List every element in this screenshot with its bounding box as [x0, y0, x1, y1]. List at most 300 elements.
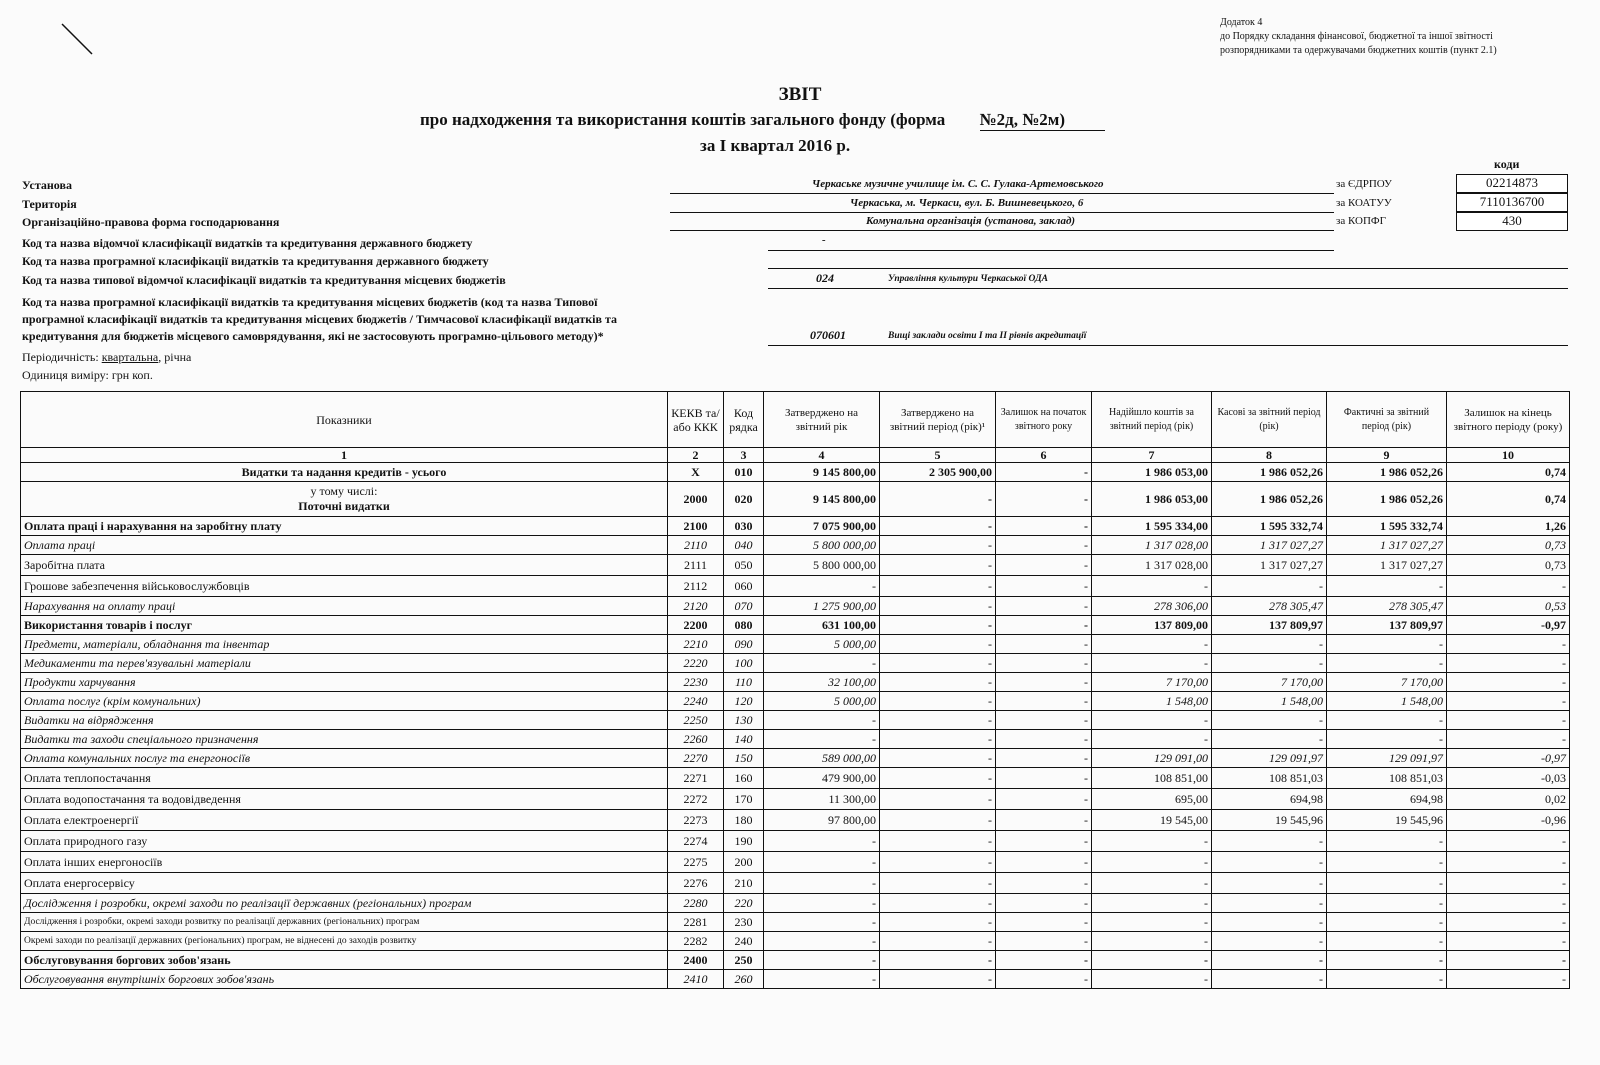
col-number: 5 — [880, 448, 996, 463]
cell-code: 110 — [724, 673, 764, 692]
periodicity-label: Періодичність: — [22, 350, 99, 364]
cell-c4: 11 300,00 — [764, 789, 880, 810]
report-subtitle — [420, 110, 1105, 131]
table-row — [21, 894, 1570, 913]
cell-c7: 129 091,00 — [1092, 749, 1212, 768]
cell-c9: 278 305,47 — [1327, 597, 1447, 616]
col-number: 9 — [1327, 448, 1447, 463]
cell-c5: - — [880, 749, 996, 768]
cell-c5: - — [880, 635, 996, 654]
territory-label: Територія — [22, 197, 77, 211]
cell-c5: - — [880, 852, 996, 873]
cell-c6: - — [996, 789, 1092, 810]
cell-c5: - — [880, 831, 996, 852]
cell-kekv: 2272 — [668, 789, 724, 810]
table-row — [21, 654, 1570, 673]
cell-code: 080 — [724, 616, 764, 635]
cell-c7: - — [1092, 894, 1212, 913]
cell-c5: - — [880, 555, 996, 576]
cell-c8: 694,98 — [1212, 789, 1327, 810]
col-header-received: Надійшло коштів за звітний період (рік) — [1092, 392, 1212, 448]
cell-c8: 7 170,00 — [1212, 673, 1327, 692]
report-table — [20, 391, 1570, 989]
cell-c7: 7 170,00 — [1092, 673, 1212, 692]
koatuu-label: за КОАТУУ — [1336, 197, 1392, 209]
cell-c5: 2 305 900,00 — [880, 463, 996, 482]
cell-c6: - — [996, 970, 1092, 989]
cell-c5: - — [880, 616, 996, 635]
unit-of-measure: Одиниця виміру: грн коп. — [22, 368, 153, 382]
cell-c8: 1 317 027,27 — [1212, 536, 1327, 555]
cell-code: 220 — [724, 894, 764, 913]
local-program-underline — [768, 345, 1568, 346]
cell-c10: - — [1447, 831, 1570, 852]
row-indicator-name: Обслуговування внутрішніх боргових зобов'язань — [21, 970, 668, 989]
cell-c10: - — [1447, 692, 1570, 711]
pen-mark — [58, 20, 98, 60]
cell-code: 130 — [724, 711, 764, 730]
cell-c4: - — [764, 951, 880, 970]
cell-c4: - — [764, 873, 880, 894]
row-indicator-name: Предмети, матеріали, обладнання та інвентар — [21, 635, 668, 654]
cell-c6: - — [996, 673, 1092, 692]
cell-c10: 0,02 — [1447, 789, 1570, 810]
cell-c8: 108 851,03 — [1212, 768, 1327, 789]
cell-c4: - — [764, 913, 880, 932]
cell-c8: - — [1212, 951, 1327, 970]
periodicity-other: , річна — [158, 350, 192, 364]
cell-c7: 695,00 — [1092, 789, 1212, 810]
cell-c7: 1 986 053,00 — [1092, 482, 1212, 517]
row-indicator-name: Продукти харчування — [21, 673, 668, 692]
table-body — [21, 463, 1570, 989]
appendix-line-1: Додаток 4 — [1220, 17, 1263, 28]
cell-c6: - — [996, 711, 1092, 730]
cell-code: 030 — [724, 517, 764, 536]
cell-c7: - — [1092, 576, 1212, 597]
cell-code: 040 — [724, 536, 764, 555]
institution-underline — [670, 193, 1334, 194]
row-indicator-name: Використання товарів і послуг — [21, 616, 668, 635]
cell-c10: - — [1447, 913, 1570, 932]
cell-c6: - — [996, 810, 1092, 831]
cell-c10: 0,53 — [1447, 597, 1570, 616]
cell-kekv: 2281 — [668, 913, 724, 932]
cell-c7: - — [1092, 711, 1212, 730]
table-row — [21, 482, 1570, 517]
cell-c4: - — [764, 852, 880, 873]
table-row — [21, 635, 1570, 654]
table-row — [21, 555, 1570, 576]
row-indicator-name: Обслуговування боргових зобов'язань — [21, 951, 668, 970]
cell-c10: - — [1447, 635, 1570, 654]
cell-code: 210 — [724, 873, 764, 894]
typical-class-underline — [768, 288, 1568, 289]
col-header-balance-end: Залишок на кінець звітного періоду (року) — [1447, 392, 1570, 448]
territory-value: Черкаська, м. Черкаси, вул. Б. Вишневецького, 6 — [850, 197, 1084, 209]
cell-code: 100 — [724, 654, 764, 673]
cell-c7: - — [1092, 951, 1212, 970]
cell-kekv: 2274 — [668, 831, 724, 852]
cell-c7: 1 548,00 — [1092, 692, 1212, 711]
table-row — [21, 873, 1570, 894]
appendix-line-3: розпорядниками та одержувачами бюджетних коштів (пункт 2.1) — [1220, 45, 1497, 56]
cell-kekv: 2282 — [668, 932, 724, 951]
cell-code: 020 — [724, 482, 764, 517]
cell-c8: - — [1212, 852, 1327, 873]
cell-code: 070 — [724, 597, 764, 616]
cell-c9: - — [1327, 894, 1447, 913]
cell-c5: - — [880, 970, 996, 989]
cell-c9: 694,98 — [1327, 789, 1447, 810]
cell-c5: - — [880, 913, 996, 932]
row-indicator-name: Оплата енергосервісу — [21, 873, 668, 894]
row-indicator-name: Оплата водопостачання та водовідведення — [21, 789, 668, 810]
row-indicator-name: Дослідження і розробки, окремі заходи розвитку по реалізації державних (регіональних) програм — [21, 913, 668, 932]
cell-c10: 0,74 — [1447, 482, 1570, 517]
cell-c9: 1 317 027,27 — [1327, 555, 1447, 576]
cell-kekv: 2276 — [668, 873, 724, 894]
cell-c8: - — [1212, 913, 1327, 932]
cell-c6: - — [996, 749, 1092, 768]
cell-kekv: 2111 — [668, 555, 724, 576]
cell-kekv: 2200 — [668, 616, 724, 635]
dept-class-label: Код та назва відомчої класифікації видатків та кредитування державного бюджету — [22, 236, 473, 250]
cell-c9: - — [1327, 831, 1447, 852]
typical-class-code: 024 — [816, 271, 834, 285]
col-number: 2 — [668, 448, 724, 463]
cell-c9: - — [1327, 932, 1447, 951]
cell-c5: - — [880, 730, 996, 749]
institution-label: Установа — [22, 178, 72, 192]
cell-code: 200 — [724, 852, 764, 873]
cell-c6: - — [996, 894, 1092, 913]
cell-c4: 97 800,00 — [764, 810, 880, 831]
cell-c7: - — [1092, 654, 1212, 673]
cell-c4: 589 000,00 — [764, 749, 880, 768]
col-number: 4 — [764, 448, 880, 463]
col-header-kekv: КЕКВ та/або ККК — [668, 392, 724, 448]
row-indicator-name: Видатки на відрядження — [21, 711, 668, 730]
cell-c9: - — [1327, 970, 1447, 989]
koatuu-code: 7110136700 — [1456, 193, 1568, 212]
institution-value: Черкаське музичне училище ім. С. С. Гулака-Артемовського — [812, 178, 1104, 190]
cell-kekv: 2400 — [668, 951, 724, 970]
dept-class-underline — [768, 250, 1334, 251]
edrpou-code: 02214873 — [1456, 174, 1568, 193]
cell-c5: - — [880, 711, 996, 730]
cell-code: 230 — [724, 913, 764, 932]
appendix-line-2: до Порядку складання фінансової, бюджетної та іншої звітності — [1220, 31, 1493, 42]
table-row — [21, 810, 1570, 831]
cell-c10: 1,26 — [1447, 517, 1570, 536]
cell-c7: 278 306,00 — [1092, 597, 1212, 616]
cell-c4: 32 100,00 — [764, 673, 880, 692]
cell-c4: - — [764, 932, 880, 951]
table-row — [21, 749, 1570, 768]
cell-code: 010 — [724, 463, 764, 482]
cell-c8: 1 548,00 — [1212, 692, 1327, 711]
cell-c10: -0,03 — [1447, 768, 1570, 789]
cell-c8: 1 595 332,74 — [1212, 517, 1327, 536]
cell-code: 240 — [724, 932, 764, 951]
cell-c6: - — [996, 576, 1092, 597]
cell-c5: - — [880, 576, 996, 597]
row-indicator-name: Дослідження і розробки, окремі заходи по реалізації державних (регіональних) програм — [21, 894, 668, 913]
row-indicator-name: Медикаменти та перев'язувальні матеріали — [21, 654, 668, 673]
cell-c5: - — [880, 517, 996, 536]
cell-c5: - — [880, 692, 996, 711]
periodicity — [22, 350, 191, 365]
cell-c6: - — [996, 932, 1092, 951]
cell-code: 260 — [724, 970, 764, 989]
table-row — [21, 951, 1570, 970]
cell-code: 140 — [724, 730, 764, 749]
row-indicator-name: Оплата послуг (крім комунальних) — [21, 692, 668, 711]
report-subtitle-text: про надходження та використання коштів загального фонду (форма — [420, 110, 946, 129]
col-number: 1 — [21, 448, 668, 463]
table-row — [21, 852, 1570, 873]
cell-code: 180 — [724, 810, 764, 831]
cell-c5: - — [880, 482, 996, 517]
cell-c5: - — [880, 873, 996, 894]
row-indicator-name: Оплата інших енергоносіїв — [21, 852, 668, 873]
row-indicator-name: Оплата праці і нарахування на заробітну плату — [21, 517, 668, 536]
cell-c9: - — [1327, 576, 1447, 597]
cell-kekv: 2112 — [668, 576, 724, 597]
table-row — [21, 913, 1570, 932]
local-program-name: Вищі заклади освіти I та II рівнів акредитації — [888, 331, 1087, 341]
local-program-label-3: кредитування для бюджетів місцевого самоврядування, які не застосовують програмно-цільового методу)* — [22, 329, 604, 343]
cell-c10: - — [1447, 970, 1570, 989]
cell-c9: 1 595 332,74 — [1327, 517, 1447, 536]
appendix-note — [1220, 16, 1590, 58]
cell-c8: - — [1212, 894, 1327, 913]
cell-c7: - — [1092, 831, 1212, 852]
cell-c10: - — [1447, 852, 1570, 873]
cell-c6: - — [996, 730, 1092, 749]
cell-kekv: 2275 — [668, 852, 724, 873]
row-indicator-name: Грошове забезпечення військовослужбовців — [21, 576, 668, 597]
table-row — [21, 517, 1570, 536]
report-period: за I квартал 2016 р. — [700, 136, 851, 155]
row-indicator-subname: Поточні видатки — [298, 499, 390, 513]
typical-class-label: Код та назва типової відомчої класифікації видатків та кредитування місцевих бюджетів — [22, 273, 506, 287]
cell-c8: - — [1212, 654, 1327, 673]
cell-c6: - — [996, 873, 1092, 894]
cell-c6: - — [996, 597, 1092, 616]
cell-c7: - — [1092, 730, 1212, 749]
edrpou-label: за ЄДРПОУ — [1336, 178, 1392, 190]
legal-form-underline — [670, 230, 1334, 231]
cell-c9: - — [1327, 654, 1447, 673]
cell-c7: 108 851,00 — [1092, 768, 1212, 789]
cell-code: 120 — [724, 692, 764, 711]
cell-c8: - — [1212, 932, 1327, 951]
periodicity-selected: квартальна — [101, 350, 159, 364]
cell-c10: - — [1447, 711, 1570, 730]
cell-c6: - — [996, 517, 1092, 536]
cell-c8: 129 091,97 — [1212, 749, 1327, 768]
cell-c7: - — [1092, 970, 1212, 989]
cell-c7: 1 986 053,00 — [1092, 463, 1212, 482]
cell-code: 160 — [724, 768, 764, 789]
cell-c4: - — [764, 970, 880, 989]
cell-kekv: 2271 — [668, 768, 724, 789]
cell-c4: - — [764, 576, 880, 597]
table-row — [21, 711, 1570, 730]
cell-c6: - — [996, 852, 1092, 873]
cell-kekv: 2260 — [668, 730, 724, 749]
cell-c10: 0,74 — [1447, 463, 1570, 482]
table-row — [21, 616, 1570, 635]
legal-form-value: Комунальна організація (установа, заклад) — [866, 215, 1076, 227]
row-indicator-name: Видатки та надання кредитів - усього — [21, 463, 668, 482]
cell-c6: - — [996, 913, 1092, 932]
cell-c5: - — [880, 768, 996, 789]
cell-c6: - — [996, 654, 1092, 673]
cell-c6: - — [996, 831, 1092, 852]
cell-c6: - — [996, 555, 1092, 576]
col-header-indicators: Показники — [21, 392, 668, 448]
cell-c8: 137 809,97 — [1212, 616, 1327, 635]
dept-class-value: - — [822, 234, 826, 246]
table-row — [21, 673, 1570, 692]
table-row — [21, 597, 1570, 616]
cell-c5: - — [880, 673, 996, 692]
cell-code: 150 — [724, 749, 764, 768]
cell-kekv: 2120 — [668, 597, 724, 616]
col-header-balance-start: Залишок на початок звітного року — [996, 392, 1092, 448]
cell-c7: - — [1092, 932, 1212, 951]
report-form-codes: №2д, №2м) — [980, 110, 1106, 131]
cell-c8: - — [1212, 970, 1327, 989]
cell-c7: 1 317 028,00 — [1092, 555, 1212, 576]
cell-kekv: 2110 — [668, 536, 724, 555]
cell-c10: -0,96 — [1447, 810, 1570, 831]
cell-c9: 108 851,03 — [1327, 768, 1447, 789]
table-row — [21, 536, 1570, 555]
cell-c5: - — [880, 536, 996, 555]
col-number: 8 — [1212, 448, 1327, 463]
cell-c6: - — [996, 463, 1092, 482]
cell-c5: - — [880, 951, 996, 970]
cell-c5: - — [880, 789, 996, 810]
col-number: 6 — [996, 448, 1092, 463]
cell-c7: - — [1092, 873, 1212, 894]
cell-c5: - — [880, 894, 996, 913]
cell-code: 090 — [724, 635, 764, 654]
cell-c10: -0,97 — [1447, 616, 1570, 635]
cell-c9: 137 809,97 — [1327, 616, 1447, 635]
cell-c4: 7 075 900,00 — [764, 517, 880, 536]
cell-c4: 5 800 000,00 — [764, 536, 880, 555]
cell-c5: - — [880, 654, 996, 673]
row-indicator-name: Оплата природного газу — [21, 831, 668, 852]
cell-c7: - — [1092, 913, 1212, 932]
cell-c4: - — [764, 730, 880, 749]
cell-kekv: 2230 — [668, 673, 724, 692]
cell-c7: - — [1092, 852, 1212, 873]
table-row — [21, 768, 1570, 789]
cell-c7: 1 317 028,00 — [1092, 536, 1212, 555]
cell-c8: - — [1212, 711, 1327, 730]
local-program-label-2: програмної класифікації видатків та кредитування місцевих бюджетів / Тимчасової класифікації видатків та — [22, 312, 617, 326]
cell-c8: - — [1212, 831, 1327, 852]
cell-c4: 631 100,00 — [764, 616, 880, 635]
table-row — [21, 831, 1570, 852]
cell-c8: 1 317 027,27 — [1212, 555, 1327, 576]
cell-kekv: 2240 — [668, 692, 724, 711]
cell-c9: 1 317 027,27 — [1327, 536, 1447, 555]
cell-c8: - — [1212, 635, 1327, 654]
column-number-row — [21, 448, 1570, 463]
table-row — [21, 970, 1570, 989]
cell-c4: 9 145 800,00 — [764, 482, 880, 517]
cell-kekv: 2273 — [668, 810, 724, 831]
cell-kekv: 2280 — [668, 894, 724, 913]
cell-c10: 0,73 — [1447, 555, 1570, 576]
cell-c8: 278 305,47 — [1212, 597, 1327, 616]
codes-caption: коди — [1494, 157, 1520, 171]
cell-c4: 5 800 000,00 — [764, 555, 880, 576]
table-header-row — [21, 392, 1570, 448]
row-indicator-name: Оплата праці — [21, 536, 668, 555]
table-row — [21, 463, 1570, 482]
cell-kekv: 2250 — [668, 711, 724, 730]
cell-c4: 9 145 800,00 — [764, 463, 880, 482]
cell-c4: 5 000,00 — [764, 692, 880, 711]
cell-c5: - — [880, 597, 996, 616]
cell-c9: - — [1327, 730, 1447, 749]
cell-c10: - — [1447, 894, 1570, 913]
cell-c9: - — [1327, 852, 1447, 873]
table-row — [21, 692, 1570, 711]
cell-c4: - — [764, 894, 880, 913]
cell-c6: - — [996, 536, 1092, 555]
table-row — [21, 932, 1570, 951]
cell-c10: 0,73 — [1447, 536, 1570, 555]
cell-c7: 19 545,00 — [1092, 810, 1212, 831]
cell-kekv: 2270 — [668, 749, 724, 768]
cell-c7: - — [1092, 635, 1212, 654]
cell-c9: 7 170,00 — [1327, 673, 1447, 692]
cell-kekv: 2220 — [668, 654, 724, 673]
cell-c10: - — [1447, 654, 1570, 673]
cell-c8: 19 545,96 — [1212, 810, 1327, 831]
cell-c8: - — [1212, 576, 1327, 597]
cell-code: 060 — [724, 576, 764, 597]
cell-c10: - — [1447, 673, 1570, 692]
table-row — [21, 576, 1570, 597]
row-indicator-name: Заробітна плата — [21, 555, 668, 576]
cell-c5: - — [880, 932, 996, 951]
cell-c4: - — [764, 831, 880, 852]
col-number: 3 — [724, 448, 764, 463]
cell-c6: - — [996, 616, 1092, 635]
cell-c5: - — [880, 810, 996, 831]
cell-c9: 19 545,96 — [1327, 810, 1447, 831]
col-header-cash: Касові за звітний період (рік) — [1212, 392, 1327, 448]
col-header-approved-period: Затверджено на звітний період (рік)¹ — [880, 392, 996, 448]
cell-c10: - — [1447, 873, 1570, 894]
row-indicator-name: Окремі заходи по реалізації державних (регіональних) програм, не віднесені до заходів розвитку — [21, 932, 668, 951]
cell-c8: 1 986 052,26 — [1212, 463, 1327, 482]
cell-c7: 1 595 334,00 — [1092, 517, 1212, 536]
cell-c9: 129 091,97 — [1327, 749, 1447, 768]
cell-c4: 5 000,00 — [764, 635, 880, 654]
local-program-label-1: Код та назва програмної класифікації видатків та кредитування місцевих бюджетів (код та назва Типової — [22, 295, 598, 309]
